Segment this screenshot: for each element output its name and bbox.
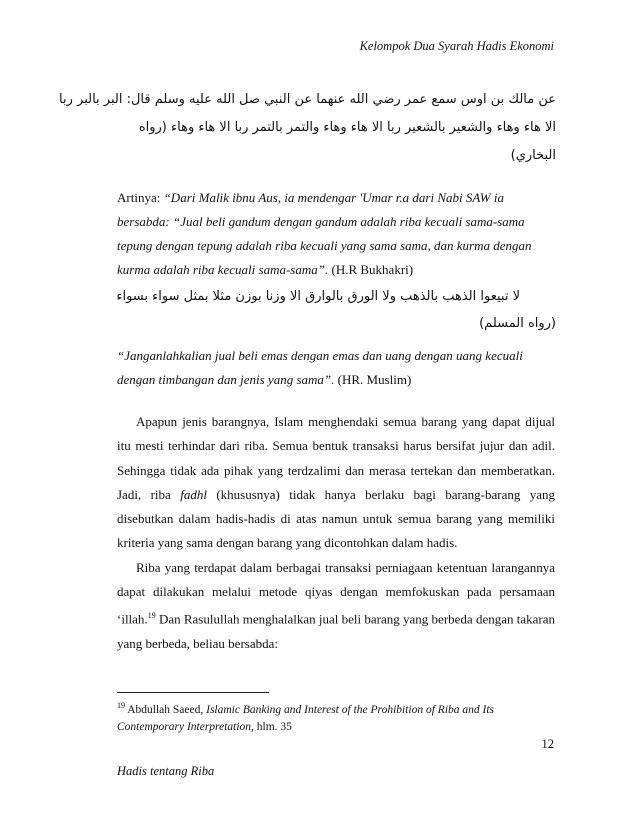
hadith1-source: (H.R Bukhakri) bbox=[331, 262, 414, 277]
hadith1-arabic-line-3: البخاري) bbox=[510, 148, 556, 163]
footnote-divider bbox=[117, 692, 269, 693]
translation-text: “Janganlahkalian jual beli emas dengan emas dan uang dengan uang kecuali dengan timbangan dan jenis yang sama”. bbox=[117, 348, 523, 387]
translation-label: Artinya: bbox=[117, 190, 164, 205]
footnote-19 bbox=[117, 697, 555, 736]
paragraph-1 bbox=[117, 410, 555, 556]
hadith2-arabic-line-1: لا تبيعوا الذهب بالذهب ولا الورق بالوارق الا وزنا بوزن مثلا بمثل سواء بسواء bbox=[116, 289, 520, 304]
running-footer: Hadis tentang Riba bbox=[117, 764, 215, 778]
paragraph-1-text: Apapun jenis barangnya, Islam menghendaki semua barang yang dapat dijual itu mesti terhindar dari riba. Semua bentuk transaksi harus bersifat jujur dan adil. Sehingga tidak ada pihak yang terdzalimi dan merasa tertekan dan memberatkan. Jadi, riba bbox=[117, 414, 555, 502]
footnote-pages: , hlm. 35 bbox=[251, 720, 292, 733]
page-number: 12 bbox=[541, 737, 554, 751]
hadith2-arabic-line-2: (رواه المسلم) bbox=[479, 316, 556, 331]
translation-text: “Dari Malik ibnu Aus, ia mendengar 'Umar r.a dari Nabi SAW ia bersabda: “Jual beli gandum dengan gandum adalah riba kecuali sama-sama tepung dengan tepung adalah riba kecuali yang sama sama, dan kurma dengan kurma adalah riba kecuali sama-sama”. bbox=[117, 190, 532, 277]
footnote-title: Islamic Banking and Interest of the Prohibition of Riba and Its Contemporary Interpretation bbox=[117, 703, 495, 733]
footnote-reference[interactable]: 19 bbox=[147, 611, 156, 621]
paragraph-2 bbox=[117, 556, 555, 657]
paragraph-1-rest: (khususnya) tidak hanya berlaku bagi barang-barang yang disebutkan dalam hadis-hadis di atas namun untuk semua barang yang memiliki kriteria yang sama dengan barang yang dicontohkan dalam hadis. bbox=[117, 486, 556, 551]
hadith1-arabic-line-1: عن مالك بن اوس سمع عمر رضي الله عنهما عن النبي صل الله عليه وسلم قال: البر بالبر ربا bbox=[59, 92, 556, 107]
footnote-author: Abdullah Saeed, bbox=[125, 703, 207, 716]
hadith1-arabic-line-2: الا هاء وهاء والشعير بالشعير ربا الا هاء وهاء والتمر بالتمر ربا الا هاء وهاء (رواه bbox=[138, 120, 556, 135]
hadith1-translation bbox=[117, 186, 555, 282]
body-text bbox=[117, 410, 555, 656]
hadith2-translation bbox=[117, 344, 555, 392]
footnote-number: 19 bbox=[117, 701, 125, 710]
paragraph-2-rest: Dan Rasulullah menghalalkan jual beli barang yang berbeda dengan takaran yang berbeda, beliau bersabda: bbox=[117, 611, 555, 651]
paragraph-2-text: Riba yang terdapat dalam berbagai transaksi perniagaan ketentuan larangannya dapat dilakukan melalui metode qiyas dengan memfokuskan pada persamaan ‘illah. bbox=[117, 559, 555, 627]
hadith2-source: (HR. Muslim) bbox=[337, 372, 412, 387]
running-header: Kelompok Dua Syarah Hadis Ekonomi bbox=[359, 39, 554, 53]
paragraph-1-term: fadhl bbox=[180, 486, 207, 502]
